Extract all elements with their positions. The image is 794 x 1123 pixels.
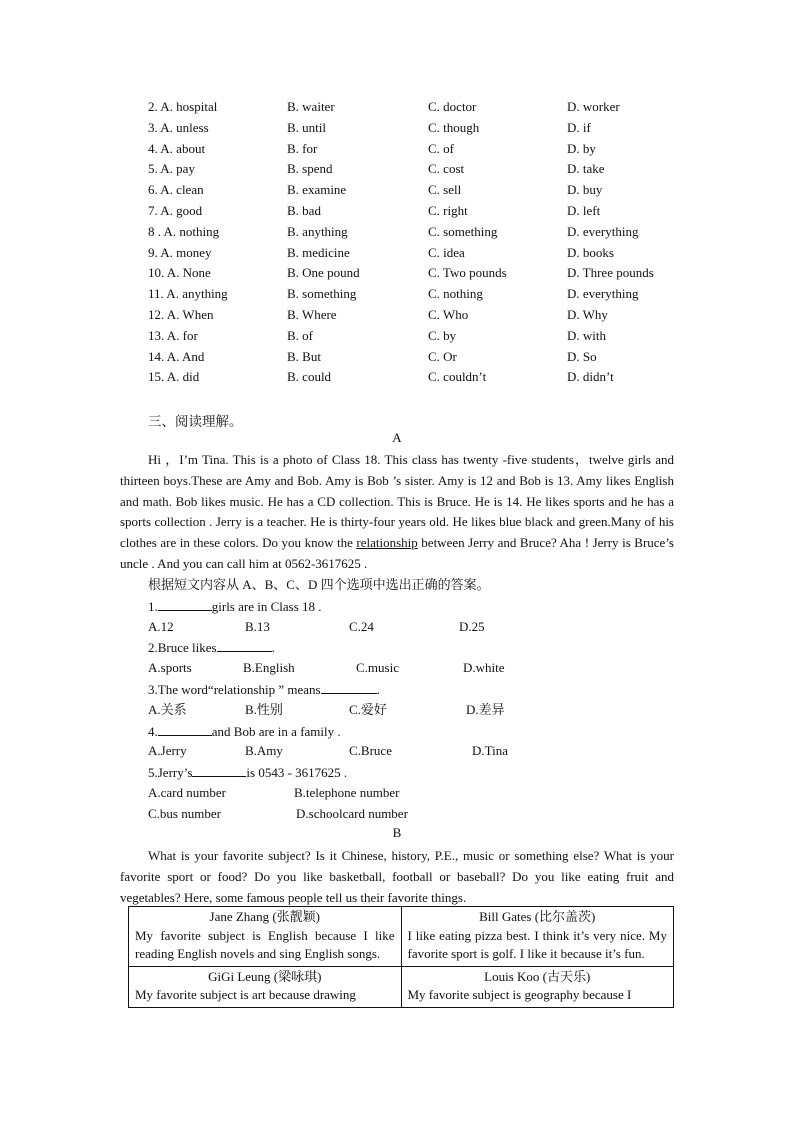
option-d: D. books <box>567 244 614 260</box>
table-cell <box>401 966 674 1007</box>
option-b: B. until <box>287 119 327 135</box>
person-description: My favorite subject is art because drawing <box>135 987 356 1002</box>
option-b: B. anything <box>287 223 348 239</box>
option-d: D. Three pounds <box>567 265 654 281</box>
passage-text: What is your favorite subject? Is it Chinese, history, P.E., music or something else? What is your favorite sport or food? Do you like basketball, football or baseball? Do you like eating fruit and vegetables? Here, some famous people tell us their favorite things. <box>120 848 674 905</box>
question-options <box>148 658 708 679</box>
answer-option: C.24 <box>349 618 374 634</box>
option-d: D. So <box>567 348 597 364</box>
question-text: is 0543 - 3617625 . <box>246 765 348 781</box>
option-b: B. One pound <box>287 265 360 281</box>
choice-row <box>148 97 708 118</box>
option-d: D. worker <box>567 99 620 114</box>
question-5 <box>148 762 708 783</box>
answer-option: A.12 <box>148 618 174 634</box>
question-text: . <box>271 640 275 656</box>
person-name: Jane Zhang (张靓颖) <box>209 909 320 924</box>
table-cell <box>129 907 402 967</box>
question-text: 5.Jerry’s <box>148 765 193 781</box>
option-b: B. examine <box>287 182 347 198</box>
person-description: My favorite subject is geography because I <box>407 987 632 1002</box>
table-cell <box>401 907 674 967</box>
answer-option: A.card number <box>148 784 226 800</box>
choice-row <box>148 367 708 388</box>
option-a: 7. A. good <box>148 202 203 218</box>
option-c: C. couldn’t <box>428 369 487 385</box>
option-d: D. everything <box>567 286 639 302</box>
option-b: B. bad <box>287 202 321 218</box>
question-text: 1. <box>148 598 158 614</box>
option-c: C. Two pounds <box>428 265 507 281</box>
question-text: . <box>376 681 380 697</box>
table-row <box>129 966 674 1007</box>
instruction: 根据短文内容从 A、B、C、D 四个选项中选出正确的答案。 <box>148 577 490 592</box>
option-b: B. something <box>287 286 357 302</box>
choice-row <box>148 222 708 243</box>
answer-blank[interactable] <box>192 762 246 777</box>
question-3 <box>148 679 708 700</box>
option-a: 12. A. When <box>148 306 214 322</box>
question-options <box>148 804 708 825</box>
question-options <box>148 783 708 804</box>
choice-list <box>148 97 708 388</box>
passage-text: Hi ，I’m Tina. This is a photo of Class 18. This class has twenty -five students，twelve girls and thirteen boys.These are Amy and Bob. Amy is Bob ’s sister. Amy is 12 and Bob is 13. Amy likes English and math. Bob likes music. He has a CD collection. This is Bruce. He is 14. He likes sports and he has a sports collection . Jerry is a teacher. He is thirty-four years old. He likes blue black and green.Many of his clothes are in these colors. Do you know the <box>120 452 674 551</box>
option-a: 15. A. did <box>148 369 200 385</box>
option-a: 9. A. money <box>148 244 212 260</box>
question-2 <box>148 637 708 658</box>
option-a: 5. A. pay <box>148 161 195 177</box>
option-a: 8 . A. nothing <box>148 223 220 239</box>
question-text: 4. <box>148 723 158 739</box>
option-a: 3. A. unless <box>148 119 209 135</box>
passage-label-b: B <box>392 825 402 840</box>
choice-row <box>148 180 708 201</box>
choice-row <box>148 201 708 222</box>
option-a: 14. A. And <box>148 348 205 364</box>
option-a: 10. A. None <box>148 265 211 281</box>
person-name: GiGi Leung (梁咏琪) <box>208 968 322 984</box>
choice-row <box>148 326 708 347</box>
choice-row <box>148 159 708 180</box>
passage-a-questions <box>148 575 708 825</box>
option-c: C. Or <box>428 348 457 364</box>
option-c: C. idea <box>428 244 465 260</box>
underlined-word: relationship <box>356 535 418 551</box>
answer-option: C.music <box>356 660 399 676</box>
answer-option: D.差异 <box>466 701 505 717</box>
option-b: B. could <box>287 369 332 385</box>
choice-row <box>148 284 708 305</box>
choice-row <box>148 347 708 368</box>
question-text: and Bob are in a family . <box>211 723 341 739</box>
table-row <box>129 907 674 967</box>
answer-option: B.English <box>243 660 295 676</box>
answer-option: A.sports <box>148 660 192 676</box>
option-c: C. sell <box>428 182 462 198</box>
answer-option: D.schoolcard number <box>296 805 408 821</box>
choice-row <box>148 139 708 160</box>
option-c: C. cost <box>428 161 465 177</box>
option-a: 4. A. about <box>148 140 206 156</box>
option-c: C. of <box>428 140 454 156</box>
question-options <box>148 741 708 762</box>
choice-row <box>148 305 708 326</box>
choice-row <box>148 243 708 264</box>
answer-option: C.Bruce <box>349 743 392 759</box>
answer-option: B.Amy <box>245 743 283 759</box>
answer-option: C.爱好 <box>349 701 387 717</box>
answer-option: D.25 <box>459 618 485 634</box>
option-b: B. of <box>287 327 313 343</box>
answer-blank[interactable] <box>158 596 212 611</box>
option-c: C. though <box>428 119 480 135</box>
option-b: B. spend <box>287 161 333 177</box>
option-a: 13. A. for <box>148 327 198 343</box>
option-b: B. Where <box>287 306 337 322</box>
option-b: B. But <box>287 348 321 364</box>
option-c: C. nothing <box>428 286 483 302</box>
answer-option: D.white <box>463 660 505 676</box>
option-c: C. doctor <box>428 99 477 114</box>
answer-option: B.性别 <box>245 701 283 717</box>
answer-option: A.关系 <box>148 701 187 717</box>
person-description: I like eating pizza best. I think it’s very nice. My favorite sport is golf. I like it because it’s fun. <box>407 927 667 961</box>
question-options <box>148 617 708 638</box>
option-d: D. by <box>567 140 596 156</box>
option-d: D. everything <box>567 223 639 239</box>
answer-blank[interactable] <box>158 721 212 736</box>
favorites-table <box>128 906 674 1008</box>
option-d: D. with <box>567 327 606 343</box>
option-c: C. by <box>428 327 457 343</box>
option-d: D. if <box>567 119 591 135</box>
option-a: 11. A. anything <box>148 286 228 302</box>
question-4 <box>148 721 708 742</box>
option-b: B. for <box>287 140 318 156</box>
person-description: My favorite subject is English because I like reading English novels and sing English songs. <box>135 927 395 961</box>
choice-row <box>148 118 708 139</box>
option-c: C. something <box>428 223 498 239</box>
passage-a-text <box>120 450 674 575</box>
question-options <box>148 700 708 721</box>
option-b: B. waiter <box>287 99 335 114</box>
option-d: D. didn’t <box>567 369 614 385</box>
option-d: D. buy <box>567 182 603 198</box>
table-cell <box>129 966 402 1007</box>
answer-blank[interactable] <box>321 679 377 694</box>
option-a: 6. A. clean <box>148 182 204 198</box>
option-c: C. Who <box>428 306 469 322</box>
answer-option: C.bus number <box>148 805 221 821</box>
passage-b-intro <box>120 846 674 908</box>
passage-label-a: A <box>392 430 402 445</box>
question-1 <box>148 596 708 617</box>
option-d: D. left <box>567 202 601 218</box>
question-text: 3.The word“relationship ” means <box>148 681 321 697</box>
answer-option: B.13 <box>245 618 270 634</box>
answer-option: B.telephone number <box>294 784 400 800</box>
answer-option: A.Jerry <box>148 743 187 759</box>
question-text: 2.Bruce likes <box>148 640 217 656</box>
option-c: C. right <box>428 202 468 218</box>
choice-row <box>148 263 708 284</box>
option-d: D. Why <box>567 306 608 322</box>
person-name: Bill Gates (比尔盖茨) <box>479 909 596 924</box>
answer-option: D.Tina <box>472 743 509 759</box>
option-b: B. medicine <box>287 244 350 260</box>
option-d: D. take <box>567 161 605 177</box>
answer-blank[interactable] <box>217 637 272 652</box>
question-text: girls are in Class 18 . <box>211 598 322 614</box>
section-heading: 三、阅读理解。 <box>148 414 243 429</box>
passage-text: between Jerry and Bruce? Aha ! Jerry is Bruce’s uncle . And you can call him at 0562-3617625 . <box>120 535 674 571</box>
option-a: 2. A. hospital <box>148 99 218 114</box>
person-name: Louis Koo (古天乐) <box>484 968 591 984</box>
